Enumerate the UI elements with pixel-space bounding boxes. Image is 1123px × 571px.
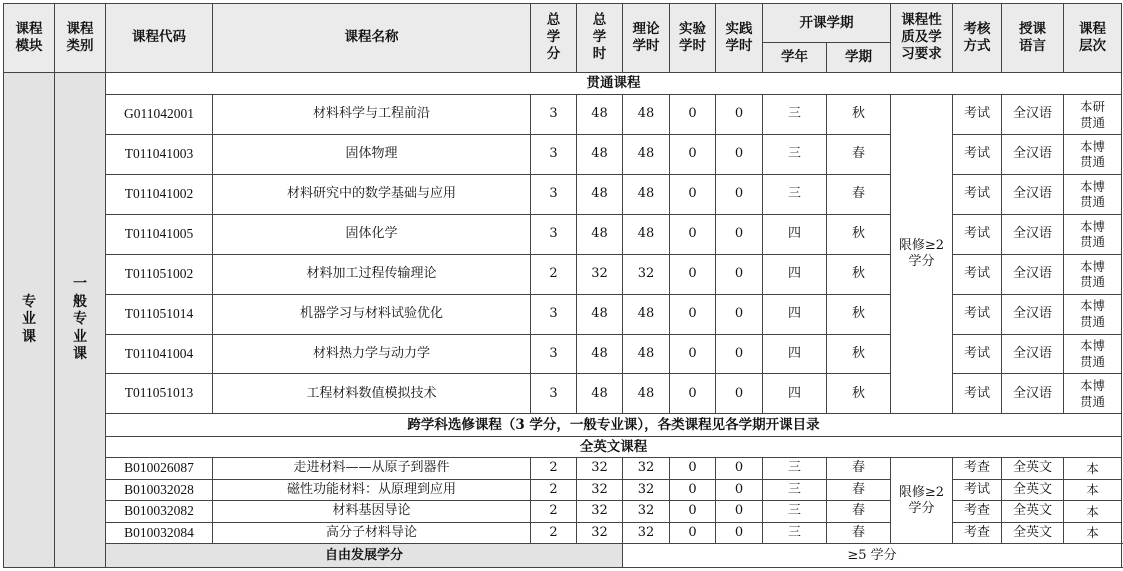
course-theory-hours: 48 (623, 95, 670, 135)
course-row (4, 479, 1122, 500)
course-year: 三 (763, 458, 827, 479)
course-year: 四 (763, 334, 827, 374)
header-lab-hours: 实验 学时 (670, 4, 716, 73)
course-row (4, 294, 1122, 334)
course-credits: 2 (531, 501, 577, 522)
course-row (4, 458, 1122, 479)
course-code: T011051014 (106, 294, 213, 334)
course-theory-hours: 48 (623, 334, 670, 374)
header-language: 授课 语言 (1002, 4, 1064, 73)
course-theory-hours: 32 (623, 522, 670, 543)
course-level: 本研 贯通 (1064, 95, 1122, 135)
course-assessment: 考试 (953, 95, 1002, 135)
course-row (4, 214, 1122, 254)
course-credits: 3 (531, 174, 577, 214)
course-total-hours: 48 (577, 374, 623, 414)
course-name: 磁性功能材料：从原理到应用 (213, 479, 531, 500)
header-total-hours: 总 学 时 (577, 4, 623, 73)
course-assessment: 考试 (953, 294, 1002, 334)
free-credits-value: ≥5 学分 (623, 544, 1122, 568)
course-term: 春 (827, 458, 891, 479)
course-lab-hours: 0 (670, 501, 716, 522)
header-module: 课程 模块 (4, 4, 55, 73)
course-practice-hours: 0 (716, 458, 763, 479)
course-practice-hours: 0 (716, 479, 763, 500)
course-total-hours: 48 (577, 214, 623, 254)
course-total-hours: 48 (577, 174, 623, 214)
course-level: 本博 贯通 (1064, 174, 1122, 214)
category-cell: 一 般 专 业 课 (55, 72, 106, 567)
course-credits: 3 (531, 134, 577, 174)
course-level: 本 (1064, 458, 1122, 479)
course-practice-hours: 0 (716, 501, 763, 522)
course-practice-hours: 0 (716, 522, 763, 543)
header-practice-hours: 实践 学时 (716, 4, 763, 73)
course-row (4, 501, 1122, 522)
course-name: 材料科学与工程前沿 (213, 95, 531, 135)
course-level: 本 (1064, 522, 1122, 543)
course-language: 全英文 (1002, 522, 1064, 543)
course-term: 秋 (827, 294, 891, 334)
course-code: B010032028 (106, 479, 213, 500)
course-name: 固体化学 (213, 214, 531, 254)
course-theory-hours: 32 (623, 479, 670, 500)
header-total-credits: 总 学 分 (531, 4, 577, 73)
course-practice-hours: 0 (716, 374, 763, 414)
course-theory-hours: 48 (623, 294, 670, 334)
course-total-hours: 32 (577, 458, 623, 479)
course-assessment: 考查 (953, 522, 1002, 543)
course-term: 春 (827, 479, 891, 500)
course-assessment: 考查 (953, 458, 1002, 479)
course-lab-hours: 0 (670, 458, 716, 479)
course-credits: 2 (531, 479, 577, 500)
course-assessment: 考试 (953, 174, 1002, 214)
course-practice-hours: 0 (716, 294, 763, 334)
course-term: 秋 (827, 214, 891, 254)
course-year: 三 (763, 95, 827, 135)
course-term: 秋 (827, 254, 891, 294)
course-theory-hours: 48 (623, 134, 670, 174)
course-year: 四 (763, 214, 827, 254)
course-requirement: 限修≥2 学分 (891, 95, 953, 414)
course-row (4, 134, 1122, 174)
course-theory-hours: 32 (623, 458, 670, 479)
course-name: 工程材料数值模拟技术 (213, 374, 531, 414)
course-total-hours: 32 (577, 479, 623, 500)
course-credits: 2 (531, 458, 577, 479)
course-lab-hours: 0 (670, 174, 716, 214)
course-assessment: 考试 (953, 374, 1002, 414)
course-language: 全汉语 (1002, 374, 1064, 414)
course-assessment: 考试 (953, 334, 1002, 374)
course-code: T011041003 (106, 134, 213, 174)
course-practice-hours: 0 (716, 174, 763, 214)
course-code: T011041005 (106, 214, 213, 254)
course-total-hours: 48 (577, 334, 623, 374)
course-name: 材料研究中的数学基础与应用 (213, 174, 531, 214)
course-assessment: 考查 (953, 501, 1002, 522)
course-total-hours: 48 (577, 294, 623, 334)
course-level: 本博 贯通 (1064, 214, 1122, 254)
course-language: 全英文 (1002, 501, 1064, 522)
course-year: 三 (763, 174, 827, 214)
course-name: 走进材料——从原子到器件 (213, 458, 531, 479)
course-lab-hours: 0 (670, 214, 716, 254)
module-cell: 专 业 课 (4, 72, 55, 567)
course-level: 本博 贯通 (1064, 374, 1122, 414)
course-term: 春 (827, 501, 891, 522)
header-semester: 开课学期 (763, 4, 891, 43)
course-code: T011041002 (106, 174, 213, 214)
course-assessment: 考试 (953, 214, 1002, 254)
course-code: T011041004 (106, 334, 213, 374)
course-language: 全汉语 (1002, 334, 1064, 374)
course-lab-hours: 0 (670, 254, 716, 294)
course-code: G011042001 (106, 95, 213, 135)
course-code: B010026087 (106, 458, 213, 479)
course-theory-hours: 48 (623, 214, 670, 254)
course-year: 四 (763, 374, 827, 414)
course-total-hours: 32 (577, 522, 623, 543)
course-credits: 2 (531, 522, 577, 543)
course-row (4, 174, 1122, 214)
header-theory-hours: 理论 学时 (623, 4, 670, 73)
header-level: 课程 层次 (1064, 4, 1122, 73)
course-credits: 3 (531, 95, 577, 135)
course-row (4, 254, 1122, 294)
course-year: 三 (763, 479, 827, 500)
course-practice-hours: 0 (716, 214, 763, 254)
header-code: 课程代码 (106, 4, 213, 73)
course-code: B010032084 (106, 522, 213, 543)
course-total-hours: 48 (577, 95, 623, 135)
course-lab-hours: 0 (670, 134, 716, 174)
course-row (4, 374, 1122, 414)
course-code: T011051013 (106, 374, 213, 414)
course-practice-hours: 0 (716, 95, 763, 135)
course-name: 机器学习与材料试验优化 (213, 294, 531, 334)
course-language: 全汉语 (1002, 214, 1064, 254)
course-language: 全英文 (1002, 458, 1064, 479)
section-english-row (4, 436, 1122, 457)
course-theory-hours: 48 (623, 374, 670, 414)
course-credits: 3 (531, 374, 577, 414)
course-code: T011051002 (106, 254, 213, 294)
course-language: 全汉语 (1002, 134, 1064, 174)
course-lab-hours: 0 (670, 95, 716, 135)
course-year: 三 (763, 134, 827, 174)
section-through-title: 贯通课程 (106, 72, 1122, 95)
course-assessment: 考试 (953, 134, 1002, 174)
course-year: 三 (763, 501, 827, 522)
curriculum-table (3, 3, 1122, 568)
section-through-row (4, 72, 1122, 95)
course-year: 四 (763, 294, 827, 334)
course-row (4, 334, 1122, 374)
course-theory-hours: 32 (623, 501, 670, 522)
free-credits-label: 自由发展学分 (106, 544, 623, 568)
course-practice-hours: 0 (716, 334, 763, 374)
course-language: 全英文 (1002, 479, 1064, 500)
course-level: 本博 贯通 (1064, 334, 1122, 374)
header-term: 学期 (827, 42, 891, 72)
course-row (4, 95, 1122, 135)
course-level: 本博 贯通 (1064, 134, 1122, 174)
course-name: 高分子材料导论 (213, 522, 531, 543)
course-lab-hours: 0 (670, 334, 716, 374)
course-assessment: 考试 (953, 254, 1002, 294)
course-total-hours: 32 (577, 254, 623, 294)
course-name: 材料热力学与动力学 (213, 334, 531, 374)
course-name: 固体物理 (213, 134, 531, 174)
course-level: 本 (1064, 479, 1122, 500)
course-name: 材料基因导论 (213, 501, 531, 522)
course-year: 四 (763, 254, 827, 294)
section-cross-title: 跨学科选修课程（3 学分，一般专业课），各类课程见各学期开课目录 (106, 414, 1122, 437)
course-term: 秋 (827, 95, 891, 135)
course-code: B010032082 (106, 501, 213, 522)
header-row-1 (4, 4, 1122, 43)
course-credits: 3 (531, 214, 577, 254)
course-language: 全汉语 (1002, 174, 1064, 214)
header-assessment: 考核 方式 (953, 4, 1002, 73)
header-name: 课程名称 (213, 4, 531, 73)
course-assessment: 考试 (953, 479, 1002, 500)
course-theory-hours: 32 (623, 254, 670, 294)
course-language: 全汉语 (1002, 294, 1064, 334)
course-total-hours: 32 (577, 501, 623, 522)
course-term: 秋 (827, 334, 891, 374)
course-total-hours: 48 (577, 134, 623, 174)
course-credits: 2 (531, 254, 577, 294)
header-year: 学年 (763, 42, 827, 72)
course-language: 全汉语 (1002, 95, 1064, 135)
course-practice-hours: 0 (716, 254, 763, 294)
course-lab-hours: 0 (670, 374, 716, 414)
course-term: 春 (827, 134, 891, 174)
course-practice-hours: 0 (716, 134, 763, 174)
course-credits: 3 (531, 294, 577, 334)
course-term: 春 (827, 174, 891, 214)
course-language: 全汉语 (1002, 254, 1064, 294)
section-english-title: 全英文课程 (106, 436, 1122, 457)
course-level: 本 (1064, 501, 1122, 522)
course-theory-hours: 48 (623, 174, 670, 214)
header-nature: 课程性 质及学 习要求 (891, 4, 953, 73)
course-credits: 3 (531, 334, 577, 374)
course-term: 春 (827, 522, 891, 543)
course-year: 三 (763, 522, 827, 543)
footer-row (4, 544, 1122, 568)
course-lab-hours: 0 (670, 294, 716, 334)
course-requirement: 限修≥2 学分 (891, 458, 953, 544)
section-cross-row (4, 414, 1122, 437)
course-name: 材料加工过程传输理论 (213, 254, 531, 294)
course-level: 本博 贯通 (1064, 254, 1122, 294)
course-term: 秋 (827, 374, 891, 414)
course-lab-hours: 0 (670, 522, 716, 543)
course-level: 本博 贯通 (1064, 294, 1122, 334)
header-category: 课程 类别 (55, 4, 106, 73)
course-lab-hours: 0 (670, 479, 716, 500)
course-row (4, 522, 1122, 543)
